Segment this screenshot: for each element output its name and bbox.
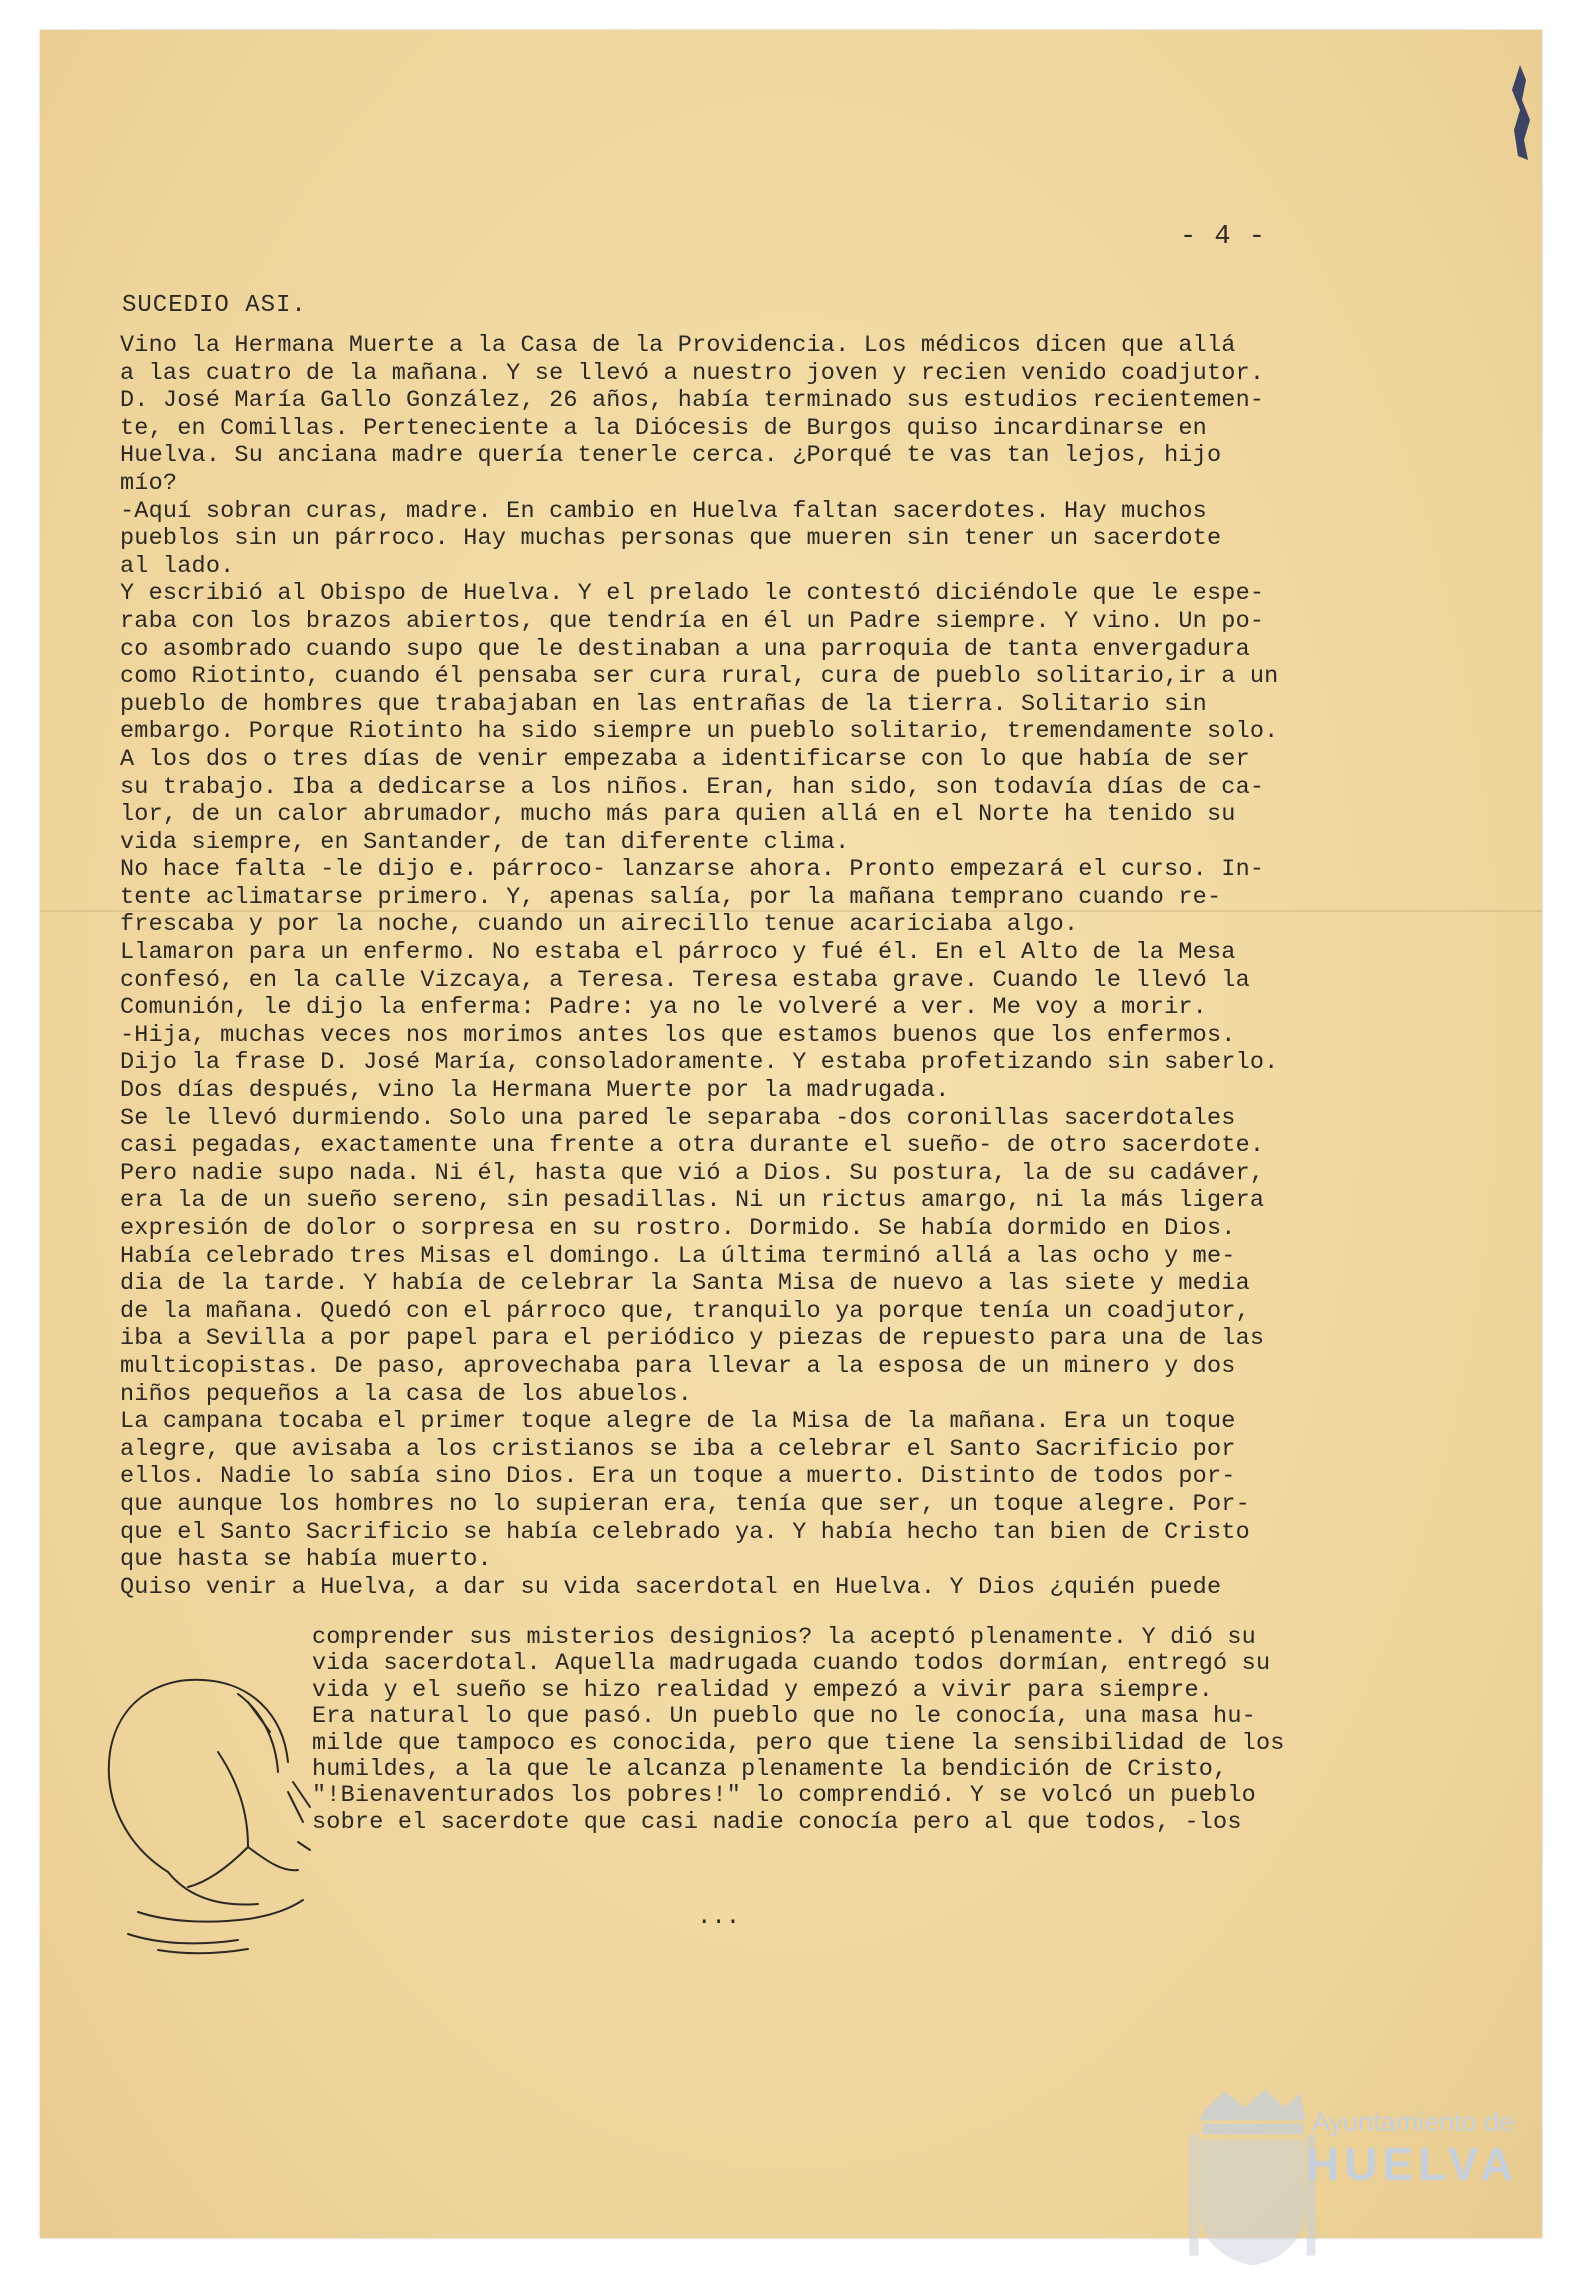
text-line: embargo. Porque Riotinto ha sido siempre un pueblo solitario, tremendamente solo. xyxy=(120,718,1279,746)
text-line: expresión de dolor o sorpresa en su rostro. Dormido. Se había dormido en Dios. xyxy=(120,1215,1236,1242)
text-line: pueblos sin un párroco. Hay muchas personas que mueren sin tener un sacerdote xyxy=(120,525,1222,553)
text-line: pueblo de hombres que trabajaban en las entrañas de la tierra. Solitario sin xyxy=(120,690,1207,718)
text-line: Se le llevó durmiendo. Solo una pared le separaba -dos coronillas sacerdotales xyxy=(120,1104,1236,1132)
text-line: vida y el sueño se hizo realidad y empezó a vivir para siempre. xyxy=(312,1676,1214,1704)
text-line: La campana tocaba el primer toque alegre de la Misa de la mañana. Era un toque xyxy=(120,1408,1236,1436)
text-line: -Aquí sobran curas, madre. En cambio en Huelva faltan sacerdotes. Hay muchos xyxy=(120,497,1207,525)
text-line: A los dos o tres días de venir empezaba a identificarse con lo que había de ser xyxy=(120,745,1250,773)
text-line: a las cuatro de la mañana. Y se llevó a nuestro joven y recien venido coadjutor. xyxy=(120,359,1265,387)
text-line: que el Santo Sacrificio se había celebrado ya. Y había hecho tan bien de Cristo xyxy=(120,1518,1250,1546)
text-line: Y escribió al Obispo de Huelva. Y el prelado le contestó diciéndole que le espe- xyxy=(120,580,1265,608)
text-line: confesó, en la calle Vizcaya, a Teresa. Teresa estaba grave. Cuando le llevó la xyxy=(120,966,1250,994)
text-line: D. José María Gallo González, 26 años, había terminado sus estudios recientemen- xyxy=(120,387,1265,415)
text-line: co asombrado cuando supo que le destinaban a una parroquia de tanta envergadura xyxy=(120,635,1250,663)
text-line: Dos días después, vino la Hermana Muerte por la madrugada. xyxy=(120,1077,950,1105)
text-line: raba con los brazos abiertos, que tendría en él un Padre siempre. Y vino. Un po- xyxy=(120,607,1265,635)
text-line: tente aclimatarse primero. Y, apenas salía, por la mañana temprano cuando re- xyxy=(120,883,1222,911)
text-line: No hace falta -le dijo e. párroco- lanzarse ahora. Pronto empezará el curso. In- xyxy=(120,856,1265,884)
text-line: dia de la tarde. Y había de celebrar la Santa Misa de nuevo a las siete y media xyxy=(120,1270,1250,1298)
text-line: Pero nadie supo nada. Ni él, hasta que vió a Dios. Su postura, la de su cadáver, xyxy=(120,1159,1265,1187)
page-number: - 4 - xyxy=(1180,222,1267,252)
text-line: multicopistas. De paso, aprovechaba para llevar a la esposa de un minero y dos xyxy=(120,1352,1236,1380)
text-line: Había celebrado tres Misas el domingo. La última terminó allá a las ocho y me- xyxy=(120,1242,1236,1270)
text-line: Dijo la frase D. José María, consoladoramente. Y estaba profetizando sin saberlo. xyxy=(120,1049,1279,1077)
text-line: -Hija, muchas veces nos morimos antes los que estamos buenos que los enfermos. xyxy=(120,1021,1236,1049)
section-title: SUCEDIO ASI. xyxy=(122,292,307,319)
text-line: vida sacerdotal. Aquella madrugada cuando todos dormían, entregó su xyxy=(312,1650,1271,1678)
text-line: Llamaron para un enfermo. No estaba el párroco y fué él. En el Alto de la Mesa xyxy=(120,939,1236,967)
text-line: como Riotinto, cuando él pensaba ser cura rural, cura de pueblo solitario,ir a un xyxy=(120,663,1279,691)
text-line: humildes, a la que le alcanza plenamente la bendición de Cristo, xyxy=(312,1755,1228,1783)
text-line: Comunión, le dijo la enferma: Padre: ya no le volveré a ver. Me voy a morir. xyxy=(120,994,1207,1022)
text-line: que aunque los hombres no lo supieran era, tenía que ser, un toque alegre. Por- xyxy=(120,1490,1250,1518)
text-line: milde que tampoco es conocida, pero que tiene la sensibilidad de los xyxy=(312,1729,1285,1757)
text-line: niños pequeños a la casa de los abuelos. xyxy=(120,1380,693,1408)
text-line: Quiso venir a Huelva, a dar su vida sacerdotal en Huelva. Y Dios ¿quién puede xyxy=(120,1573,1222,1601)
text-line: su trabajo. Iba a dedicarse a los niños. Eran, han sido, son todavía días de ca- xyxy=(120,773,1265,801)
text-line: sobre el sacerdote que casi nadie conocía pero al que todos, -los xyxy=(312,1808,1242,1836)
text-line: alegre, que avisaba a los cristianos se iba a celebrar el Santo Sacrificio por xyxy=(120,1435,1236,1463)
text-line: frescaba y por la noche, cuando un airecillo tenue acariciaba algo. xyxy=(120,911,1079,939)
text-line: iba a Sevilla a por papel para el periódico y piezas de repuesto para una de las xyxy=(120,1325,1265,1353)
text-line: Huelva. Su anciana madre quería tenerle cerca. ¿Porqué te vas tan lejos, hijo xyxy=(120,442,1222,470)
text-line: Vino la Hermana Muerte a la Casa de la Providencia. Los médicos dicen que allá xyxy=(120,332,1236,359)
indented-text xyxy=(312,1625,1462,1836)
text-line: ellos. Nadie lo sabía sino Dios. Era un toque a muerto. Distinto de todos por- xyxy=(120,1463,1236,1491)
text-line: Era natural lo que pasó. Un pueblo que no le conocía, una masa hu- xyxy=(312,1703,1256,1731)
text-line: te, en Comillas. Perteneciente a la Diócesis de Burgos quiso incardinarse en xyxy=(120,414,1207,442)
body-text xyxy=(120,332,1450,1601)
text-line: mío? xyxy=(120,469,178,497)
text-line: era la de un sueño sereno, sin pesadillas. Ni un rictus amargo, ni la más ligera xyxy=(120,1187,1265,1215)
watermark-line1: Ayuntamiento de xyxy=(1312,2107,1515,2137)
text-line: de la mañana. Quedó con el párroco que, tranquilo ya porque tenía un coadjutor, xyxy=(120,1297,1250,1325)
text-line: "!Bienaventurados los pobres!" lo comprendió. Y se volcó un pueblo xyxy=(312,1782,1256,1810)
text-line: casi pegadas, exactamente una frente a otra durante el sueño- de otro sacerdote. xyxy=(120,1132,1265,1160)
text-line: comprender sus misterios designios? la aceptó plenamente. Y dió su xyxy=(312,1624,1256,1651)
ink-stain xyxy=(1500,60,1540,170)
text-line: al lado. xyxy=(120,552,235,580)
text-line: lor, de un calor abrumador, mucho más para quien allá en el Norte ha tenido su xyxy=(120,801,1236,829)
text-line: que hasta se había muerto. xyxy=(120,1546,492,1574)
continuation-mark: ... xyxy=(697,1904,741,1931)
text-line: vida siempre, en Santander, de tan diferente clima. xyxy=(120,828,850,856)
watermark-line2: HUELVA xyxy=(1306,2138,1519,2190)
sleeping-figure-sketch xyxy=(98,1672,328,1962)
